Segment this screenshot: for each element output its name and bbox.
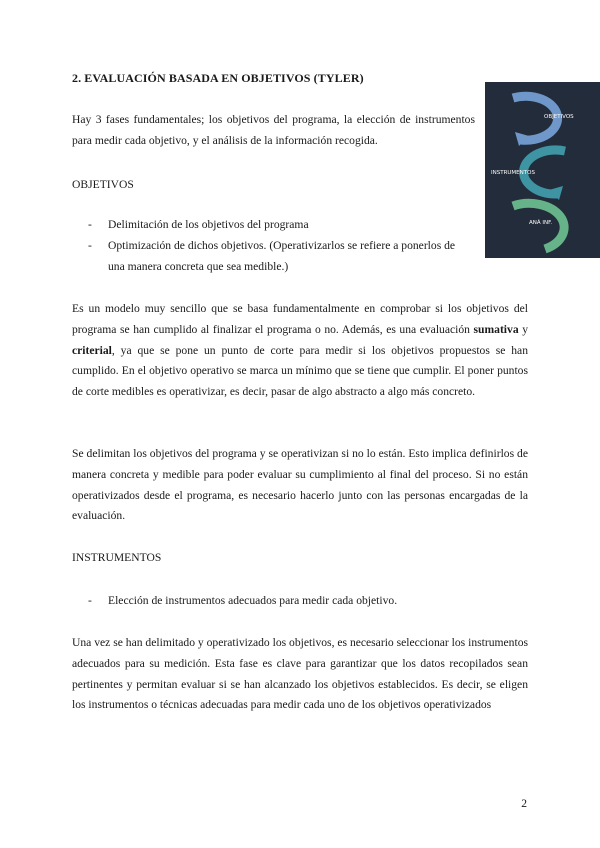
delimit-paragraph: Se delimitan los objetivos del programa y se operativizan si no lo están. Esto implica definirlos de manera concreta y medible para poder evaluar su cumplimiento al final del proceso. Si no están operativizados desde el programa, es necesario hacerlo junto con las personas encargadas de la evaluación. xyxy=(72,447,528,523)
list-item: - Optimización de dichos objetivos. (Operativizarlos se refiere a ponerlos de una manera concreta que sea medible.) xyxy=(88,236,474,278)
instrumentos-title: INSTRUMENTOS xyxy=(72,551,162,564)
figure-label-instrumentos: INSTRUMENTOS xyxy=(491,170,535,176)
model-paragraph xyxy=(72,299,528,403)
section-heading: 2. EVALUACIÓN BASADA EN OBJETIVOS (TYLER) xyxy=(72,71,364,85)
text-run: Es un modelo muy sencillo que se basa fundamentalmente en comprobar si los objetivos del programa se han cumplido al finalizar el programa o no. Además, es una evaluación xyxy=(72,302,528,336)
intro-paragraph: Hay 3 fases fundamentales; los objetivos del programa, la elección de instrumentos para medir cada objetivo, y el análisis de la información recogida. xyxy=(72,113,475,147)
selection-paragraph: Una vez se han delimitado y operativizado los objetivos, es necesario seleccionar los instrumentos adecuados para su medición. Esta fase es clave para garantizar que los datos recopilados sean pertinentes y permitan evaluar si se han alcanzado los objetivos establecidos. Es decir, se eligen los instrumentos o técnicas adecuadas para medir cada uno de los objetivos operativizados xyxy=(72,636,528,712)
text-run: , ya que se pone un punto de corte para medir si los objetivos propuestos se han cumplido. En el objetivo operativo se marca un mínimo que se tiene que cumplir. El poner puntos de corte medibles es operativizar, es decir, pasar de algo abstracto a algo más concreto. xyxy=(72,343,528,399)
list-item: - Delimitación de los objetivos del programa xyxy=(88,215,474,236)
bold-term-criterial: criterial xyxy=(72,343,112,357)
figure-label-objetivos: OBJETIVOS xyxy=(544,114,574,120)
instrumentos-list xyxy=(88,591,474,612)
text-run: y xyxy=(518,322,528,336)
page-number: 2 xyxy=(521,797,527,810)
objetivos-list xyxy=(88,215,474,277)
objetivos-title: OBJETIVOS xyxy=(72,178,134,191)
list-item: - Elección de instrumentos adecuados para medir cada objetivo. xyxy=(88,591,474,612)
cycle-diagram-figure xyxy=(485,82,600,258)
bold-term-sumativa: sumativa xyxy=(473,322,519,336)
figure-label-analisis: ANÁ INF. xyxy=(529,220,553,226)
